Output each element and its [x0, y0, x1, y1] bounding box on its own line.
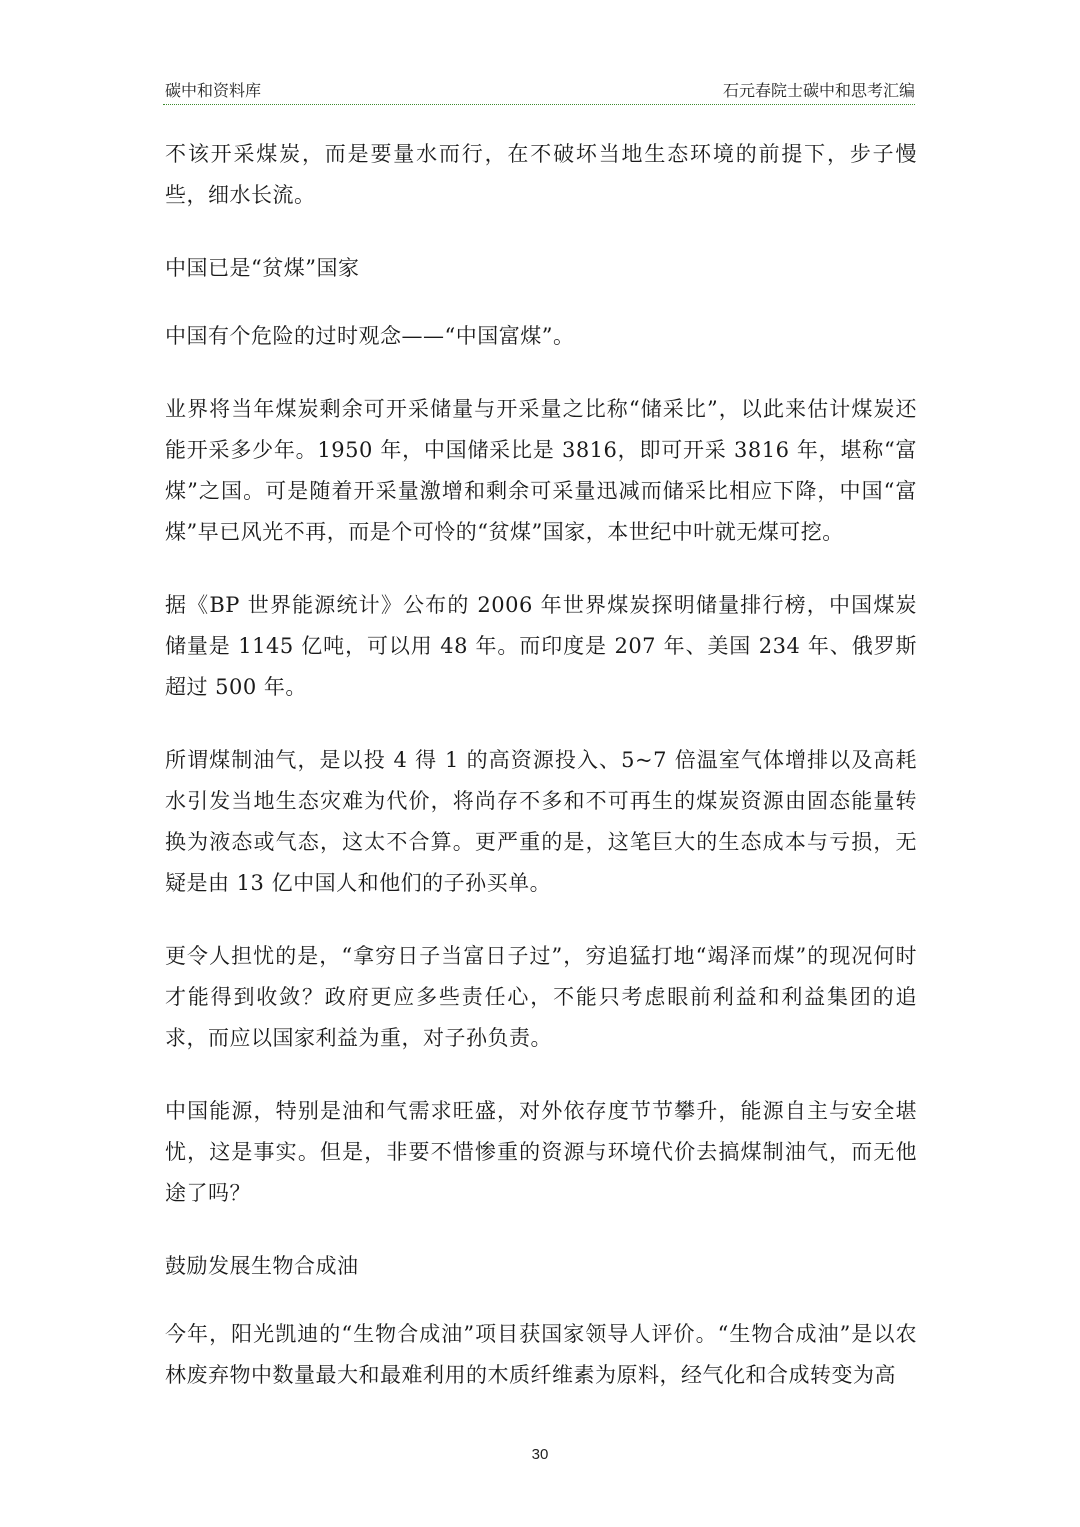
page-number: 30: [531, 1446, 549, 1463]
paragraph: 所谓煤制油气，是以投 4 得 1 的高资源投入、5~7 倍温室气体增排以及高耗水引发当地生态灾难为代价，将尚存不多和不可再生的煤炭资源由固态能量转换为液态或气态，这太不合算。更严重的是，这笔巨大的生态成本与亏损，无疑是由 13 亿中国人和他们的子孙买单。: [165, 748, 917, 895]
paragraph: 不该开采煤炭，而是要量水而行，在不破坏当地生态环境的前提下，步子慢些，细水长流。: [165, 142, 917, 207]
page-body: [165, 134, 917, 1428]
section-heading: 中国已是“贫煤”国家: [165, 256, 360, 280]
paragraph: 中国能源，特别是油和气需求旺盛，对外依存度节节攀升，能源自主与安全堪忧，这是事实。但是，非要不惜惨重的资源与环境代价去搞煤制油气，而无他途了吗？: [165, 1099, 917, 1205]
header-divider: [163, 104, 915, 105]
paragraph: 据《BP 世界能源统计》公布的 2006 年世界煤炭探明储量排行榜，中国煤炭储量是 1145 亿吨，可以用 48 年。而印度是 207 年、美国 234 年、俄罗斯超过 500 年。: [165, 593, 917, 699]
paragraph: 业界将当年煤炭剩余可开采储量与开采量之比称“储采比”，以此来估计煤炭还能开采多少年。1950 年，中国储采比是 3816，即可开采 3816 年，堪称“富煤”之国。可是随着开采量激增和剩余可采量迅减而储采比相应下降，中国“富煤”早已风光不再，而是个可怜的“贫煤”国家，本世纪中叶就无煤可挖。: [165, 397, 917, 544]
running-header: [163, 78, 915, 104]
paragraph: 更令人担忧的是，“拿穷日子当富日子过”，穷追猛打地“竭泽而煤”的现况何时才能得到收敛？政府更应多些责任心，不能只考虑眼前利益和利益集团的追求，而应以国家利益为重，对子孙负责。: [165, 944, 917, 1050]
paragraph: 今年，阳光凯迪的“生物合成油”项目获国家领导人评价。“生物合成油”是以农林废弃物中数量最大和最难利用的木质纤维素为原料，经气化和合成转变为高: [165, 1322, 917, 1387]
section-heading: 鼓励发展生物合成油: [165, 1254, 359, 1278]
header-left-title: 碳中和资料库: [165, 81, 262, 100]
paragraph: 中国有个危险的过时观念——“中国富煤”。: [165, 324, 575, 348]
header-right-title: 石元春院士碳中和思考汇编: [722, 81, 915, 100]
